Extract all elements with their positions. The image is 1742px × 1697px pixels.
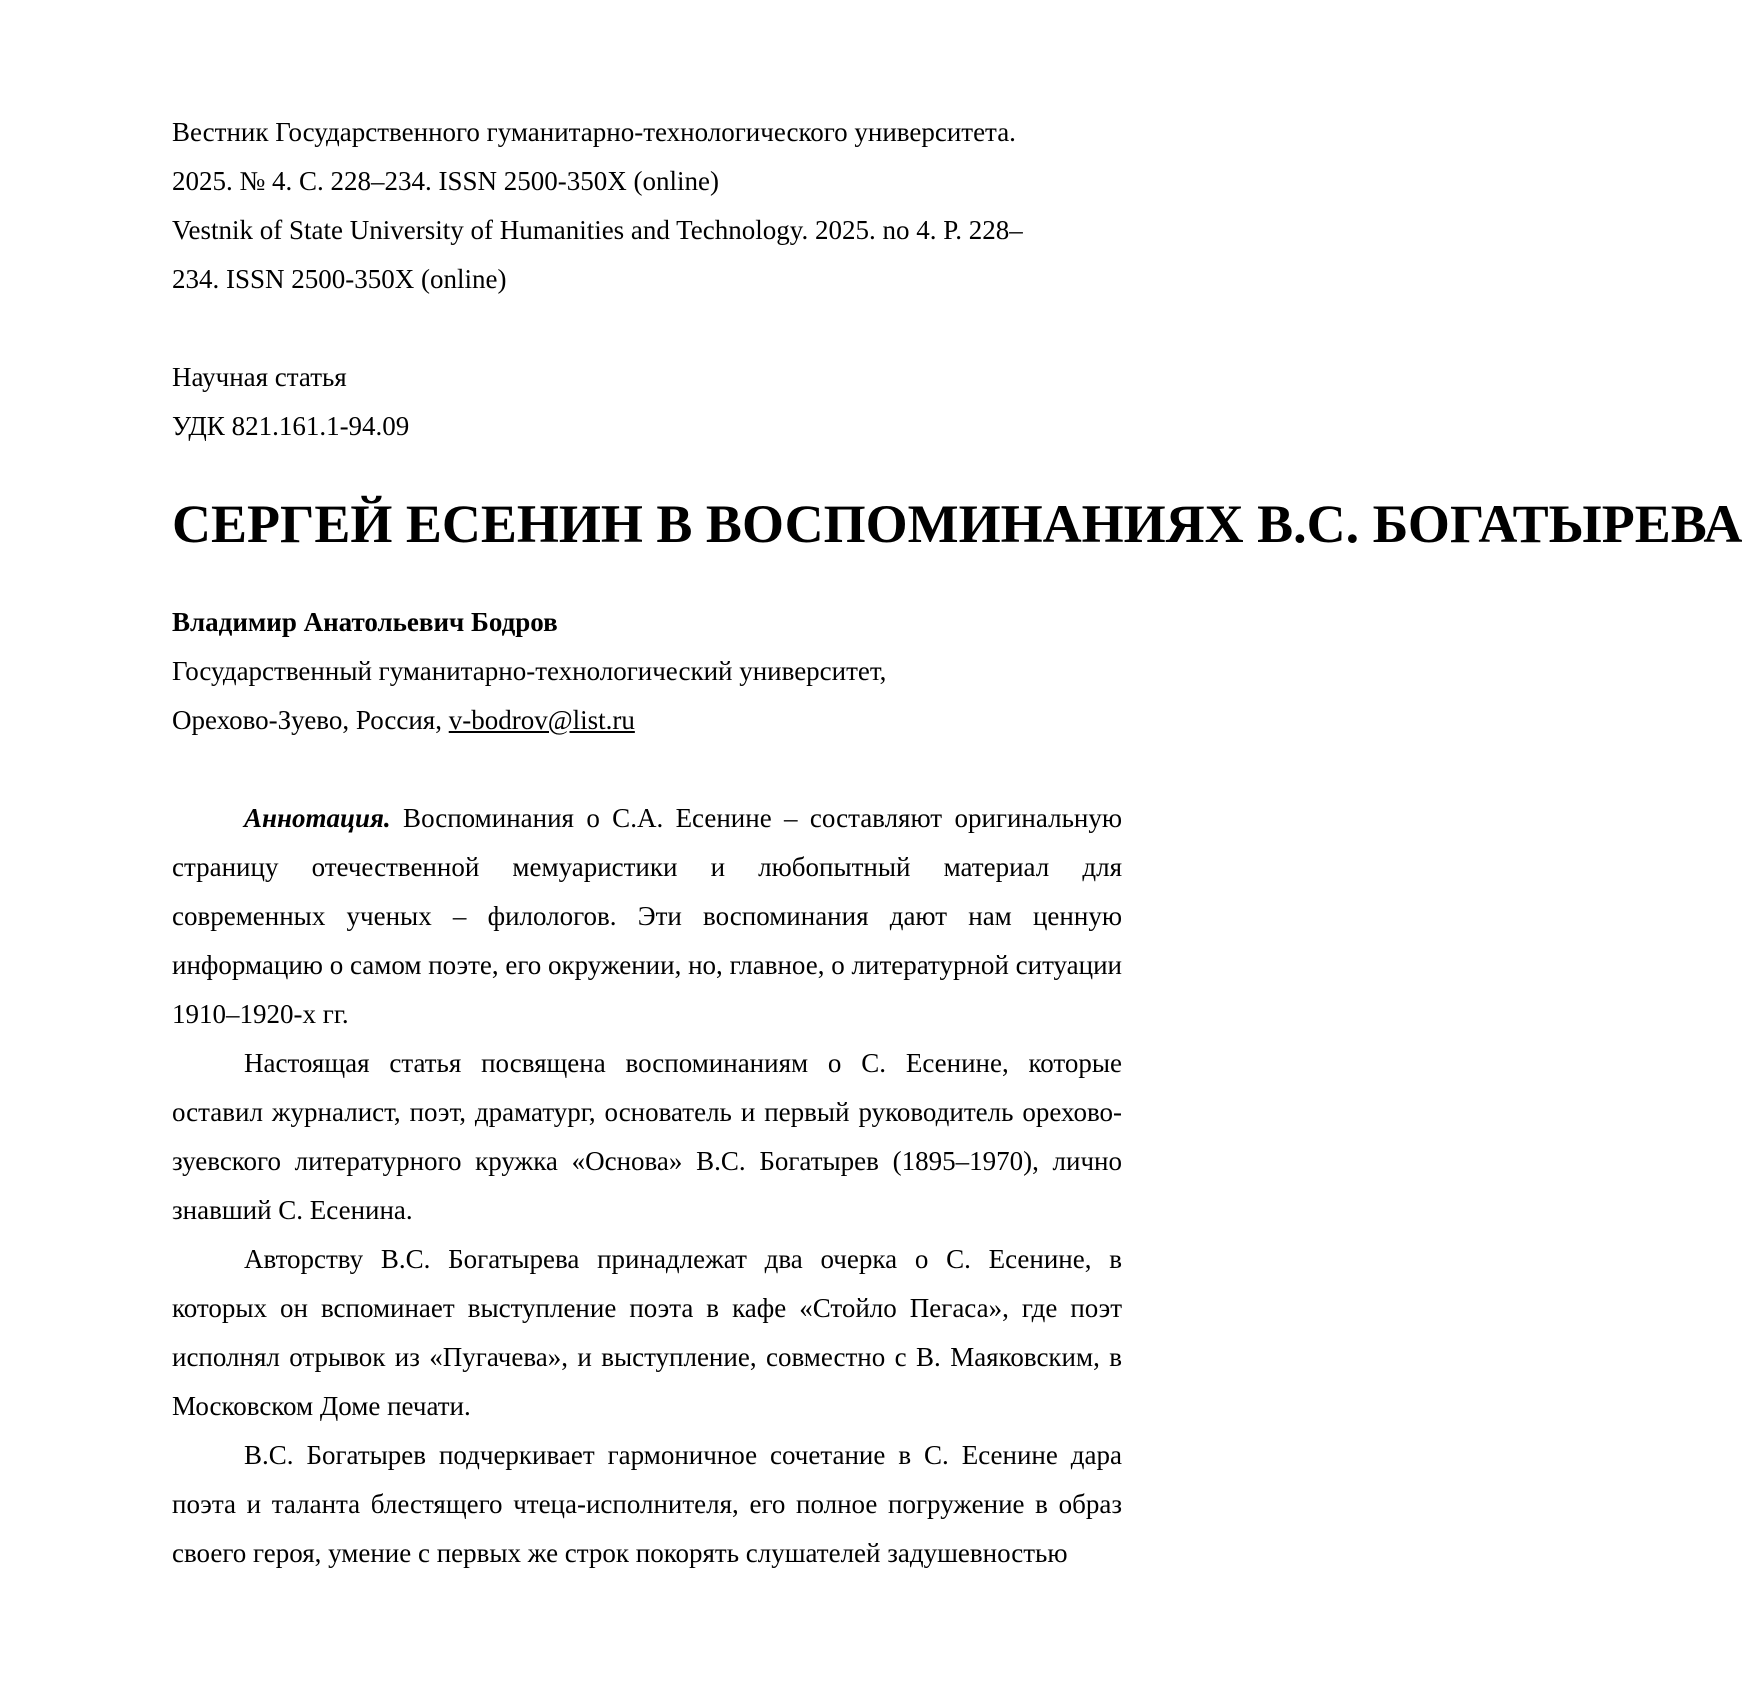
paper-page bbox=[172, 108, 1742, 1578]
abstract-paragraph-3: Авторству В.С. Богатырева принадлежат два очерка о С. Есенине, в которых он вспоминает выступление поэта в кафе «Стойло Пегаса», где поэт исполнял отрывок из «Пугачева», и выступление, совместно с В. Маяковским, в Московском Доме печати. bbox=[172, 1244, 1122, 1421]
author-name: Владимир Анатольевич Бодров bbox=[172, 607, 558, 637]
citation-en-line-2: 234. ISSN 2500-350X (online) bbox=[172, 264, 507, 294]
spacer bbox=[172, 451, 1122, 500]
abstract-text-1: Воспоминания о С.А. Есенине – составляют оригинальную страницу отечественной мемуаристики и любопытный материал для современных ученых – филологов. Эти воспоминания дают нам ценную информацию о самом поэте, его окружении, но, главное, о литературной ситуации 1910–1920-х гг. bbox=[172, 803, 1122, 1029]
spacer bbox=[172, 745, 1122, 794]
author-location-line bbox=[172, 696, 1122, 745]
spacer bbox=[172, 549, 1122, 598]
abstract-paragraph-1 bbox=[172, 794, 1122, 1039]
article-type: Научная статья bbox=[172, 362, 347, 392]
author-affiliation: Государственный гуманитарно-технологический университет, bbox=[172, 656, 887, 686]
article-title: СЕРГЕЙ ЕСЕНИН В ВОСПОМИНАНИЯХ В.С. БОГАТЫРЕВА bbox=[172, 494, 1742, 554]
citation-block bbox=[172, 108, 1122, 304]
abstract-paragraph-4: В.С. Богатырев подчеркивает гармоничное сочетание в С. Есенине дара поэта и таланта блестящего чтеца-исполнителя, его полное погружение в образ своего героя, умение с первых же строк покорять слушателей задушевностью bbox=[172, 1440, 1122, 1568]
citation-ru-line-2: 2025. № 4. С. 228–234. ISSN 2500-350X (online) bbox=[172, 166, 720, 196]
abstract-paragraph-2: Настоящая статья посвящена воспоминаниям о С. Есенине, которые оставил журналист, поэт, драматург, основатель и первый руководитель орехово-зуевского литературного кружка «Основа» В.С. Богатырев (1895–1970), лично знавший С. Есенина. bbox=[172, 1048, 1122, 1225]
abstract-block bbox=[172, 794, 1122, 1578]
citation-en-line-1: Vestnik of State University of Humanities and Technology. 2025. no 4. P. 228– bbox=[172, 215, 1023, 245]
author-location: Орехово-Зуево, Россия, bbox=[172, 705, 449, 735]
author-email-link[interactable]: v-bodrov@list.ru bbox=[448, 705, 635, 735]
citation-ru-line-1: Вестник Государственного гуманитарно-технологического университета. bbox=[172, 117, 1016, 147]
abstract-label: Аннотация. bbox=[244, 803, 391, 833]
spacer bbox=[172, 304, 1122, 353]
author-block bbox=[172, 598, 1122, 745]
udc-code: УДК 821.161.1-94.09 bbox=[172, 411, 410, 441]
